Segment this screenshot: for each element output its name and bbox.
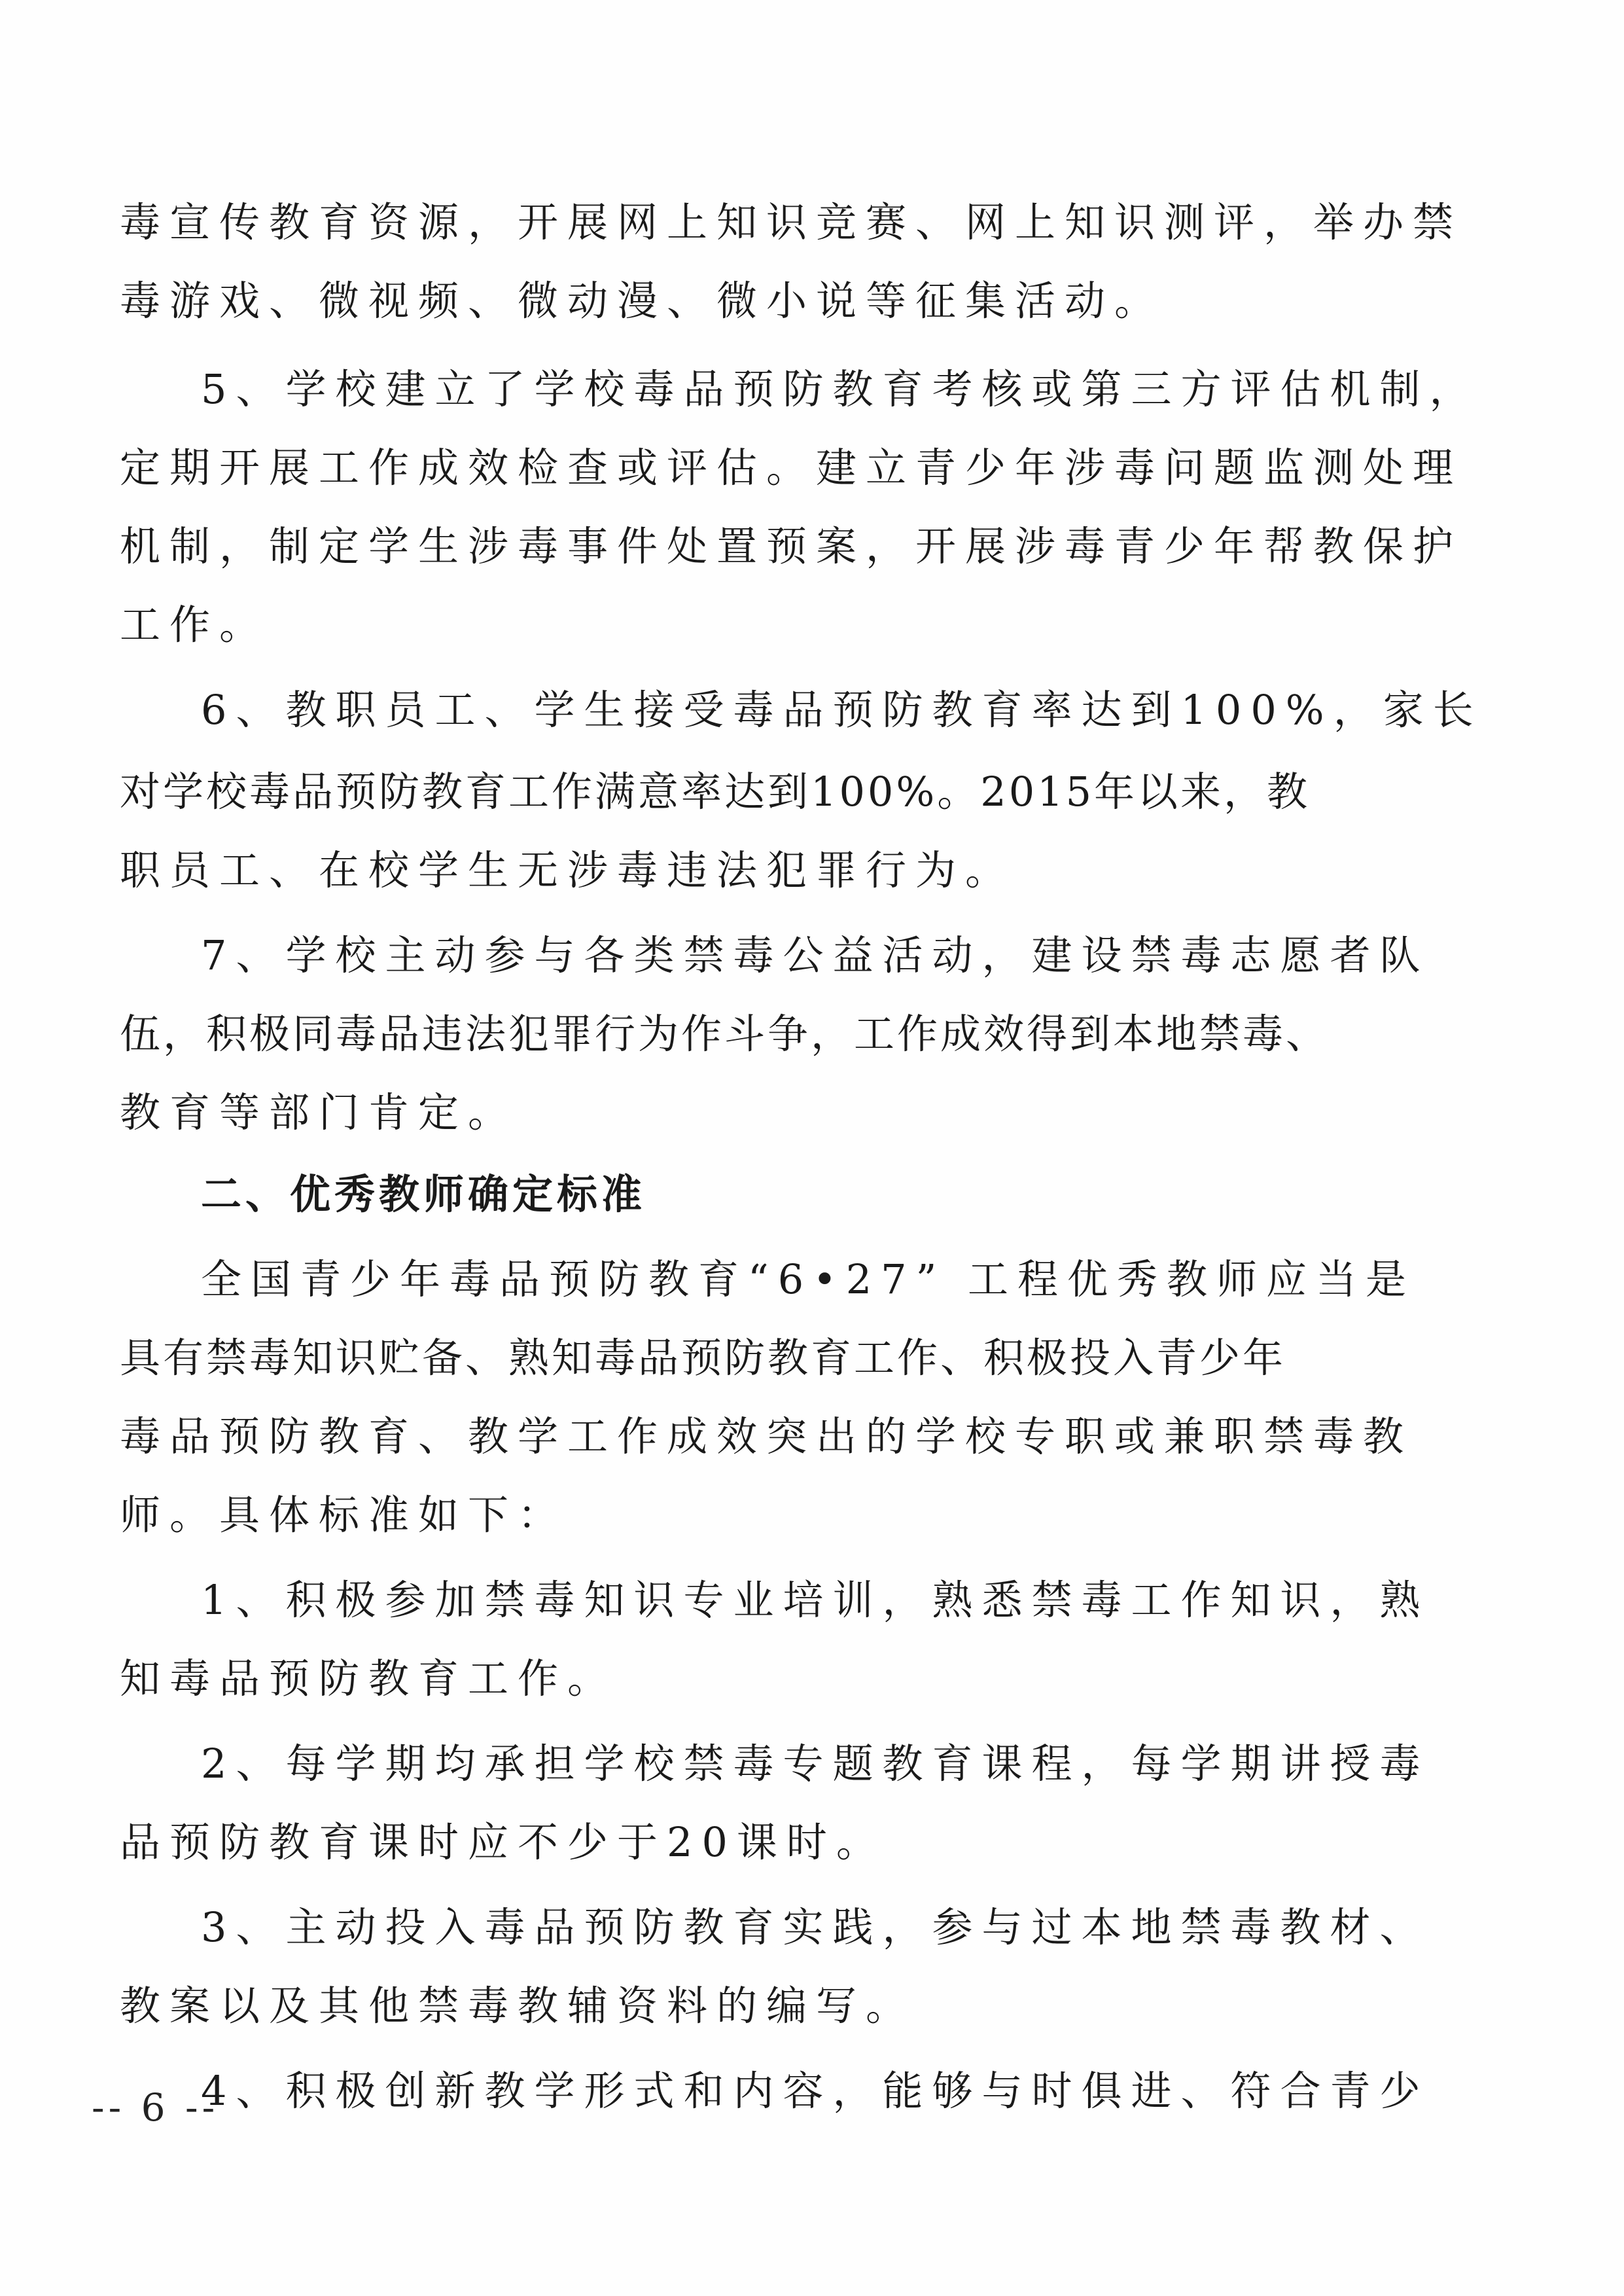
section-heading: 二、优秀教师确定标准 <box>201 1170 646 1218</box>
paragraph-line: 机制，制定学生涉毒事件处置预案，开展涉毒青少年帮教保护 <box>120 522 1463 570</box>
paragraph-line: 7、学校主动参与各类禁毒公益活动，建设禁毒志愿者队 <box>201 931 1430 979</box>
paragraph-line: 伍，积极同毒品违法犯罪行为作斗争，工作成效得到本地禁毒、 <box>120 1010 1330 1058</box>
paragraph-line: 4、积极创新教学形式和内容，能够与时俱进、符合青少 <box>201 2067 1430 2115</box>
paragraph-line: 知毒品预防教育工作。 <box>120 1655 618 1702</box>
paragraph-line: 品预防教育课时应不少于20课时。 <box>120 1818 886 1866</box>
paragraph-line: 职员工、在校学生无涉毒违法犯罪行为。 <box>120 846 1015 894</box>
paragraph-line: 具有禁毒知识贮备、熟知毒品预防教育工作、积极投入青少年 <box>120 1334 1286 1382</box>
paragraph-line: 全国青少年毒品预防教育“6•27” 工程优秀教师应当是 <box>201 1255 1416 1303</box>
paragraph-line: 工作。 <box>120 601 270 649</box>
paragraph-line: 毒品预防教育、教学工作成效突出的学校专职或兼职禁毒教 <box>120 1412 1413 1460</box>
paragraph-line: 3、主动投入毒品预防教育实践，参与过本地禁毒教材、 <box>201 1903 1430 1951</box>
paragraph-line: 对学校毒品预防教育工作满意率达到100%。2015年以来，教 <box>120 768 1311 816</box>
paragraph-line: 5、学校建立了学校毒品预防教育考核或第三方评估机制， <box>201 365 1479 413</box>
paragraph-line: 教案以及其他禁毒教辅资料的编写。 <box>120 1982 916 2030</box>
paragraph-line: 毒宣传教育资源，开展网上知识竞赛、网上知识测评，举办禁 <box>120 198 1463 246</box>
paragraph-line: 2、每学期均承担学校禁毒专题教育课程，每学期讲授毒 <box>201 1740 1430 1787</box>
page-number: -- 6 -- <box>92 2085 219 2130</box>
paragraph-line: 1、积极参加禁毒知识专业培训，熟悉禁毒工作知识，熟 <box>201 1576 1430 1624</box>
paragraph-line: 教育等部门肯定。 <box>120 1088 518 1136</box>
paragraph-line: 毒游戏、微视频、微动漫、微小说等征集活动。 <box>120 277 1165 325</box>
paragraph-line: 定期开展工作成效检查或评估。建立青少年涉毒问题监测处理 <box>120 444 1463 492</box>
paragraph-line: 师。具体标准如下： <box>120 1491 568 1539</box>
paragraph-line: 6、教职员工、学生接受毒品预防教育率达到100%，家长 <box>201 686 1483 734</box>
